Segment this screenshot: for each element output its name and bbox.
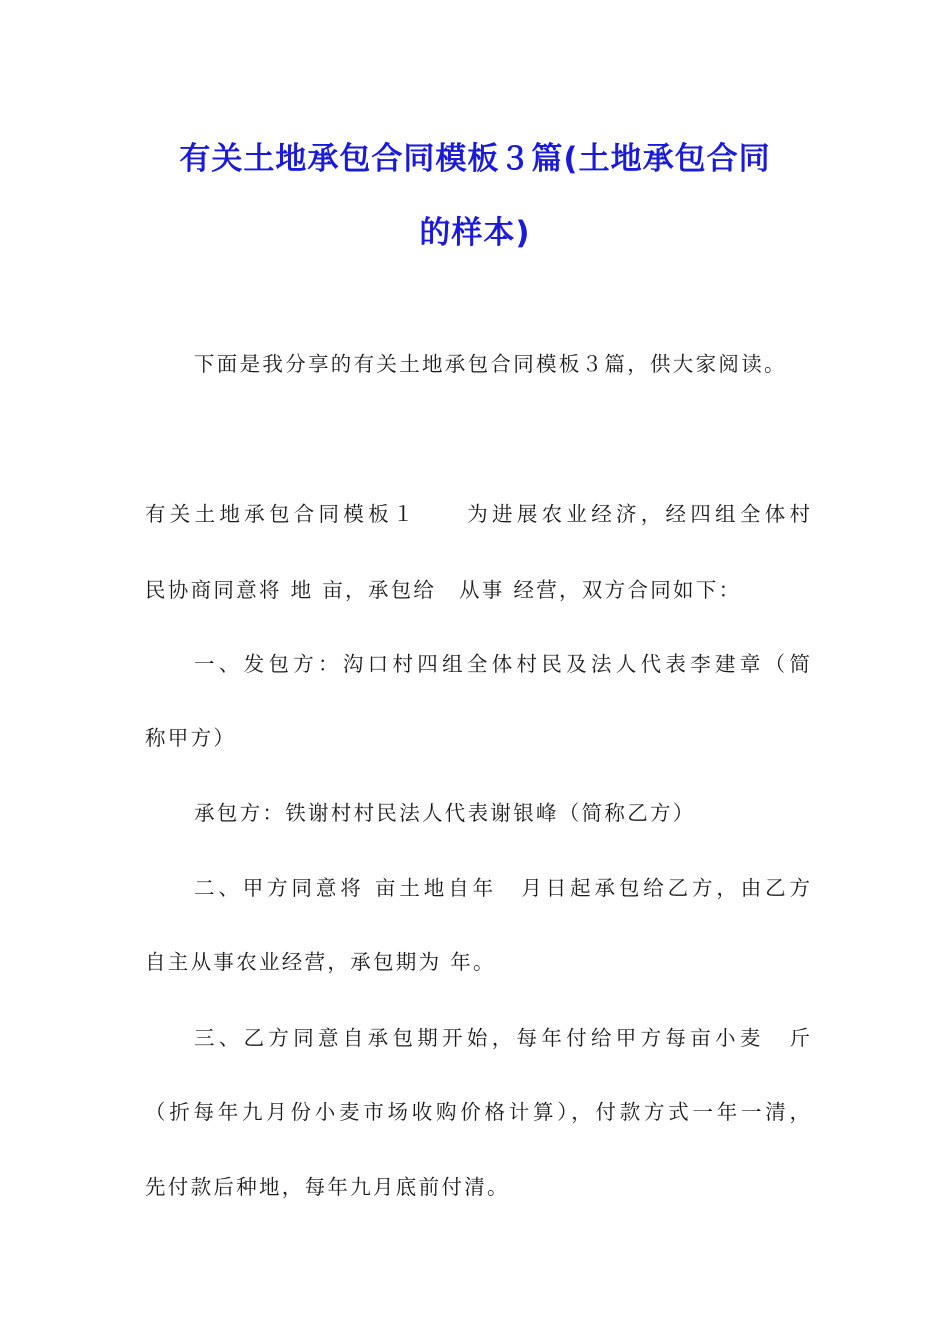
intro-paragraph: 下面是我分享的有关土地承包合同模板３篇，供大家阅读。: [194, 352, 787, 376]
clause1-line-1: 一、发包方：沟口村四组全体村民及法人代表李建章（简: [194, 652, 810, 676]
clause3-line-2: （折每年九月份小麦市场收购价格计算），付款方式一年一清，: [145, 1100, 810, 1124]
section1-text-line: 民协商同意将 地 亩，承包给 从事 经营，双方合同如下：: [145, 578, 742, 602]
section1-heading-line: 有关土地承包合同模板１ 为进展农业经济，经四组全体村: [145, 502, 810, 526]
contractor-line: 承包方：铁谢村村民法人代表谢银峰（简称乙方）: [194, 801, 696, 825]
clause3-line-1: 三、乙方同意自承包期开始，每年付给甲方每亩小麦 斤: [194, 1026, 810, 1050]
document-title-line-1: 有关土地承包合同模板３篇(土地承包合同: [179, 141, 771, 177]
clause1-line-2: 称甲方）: [145, 726, 237, 750]
document-title-line-2: 的样本): [419, 215, 531, 251]
clause2-line-1: 二、甲方同意将 亩土地自年 月日起承包给乙方，由乙方: [194, 876, 810, 900]
clause3-line-3: 先付款后种地，每年九月底前付清。: [145, 1175, 510, 1199]
clause2-line-2: 自主从事农业经营，承包期为 年。: [145, 950, 496, 974]
